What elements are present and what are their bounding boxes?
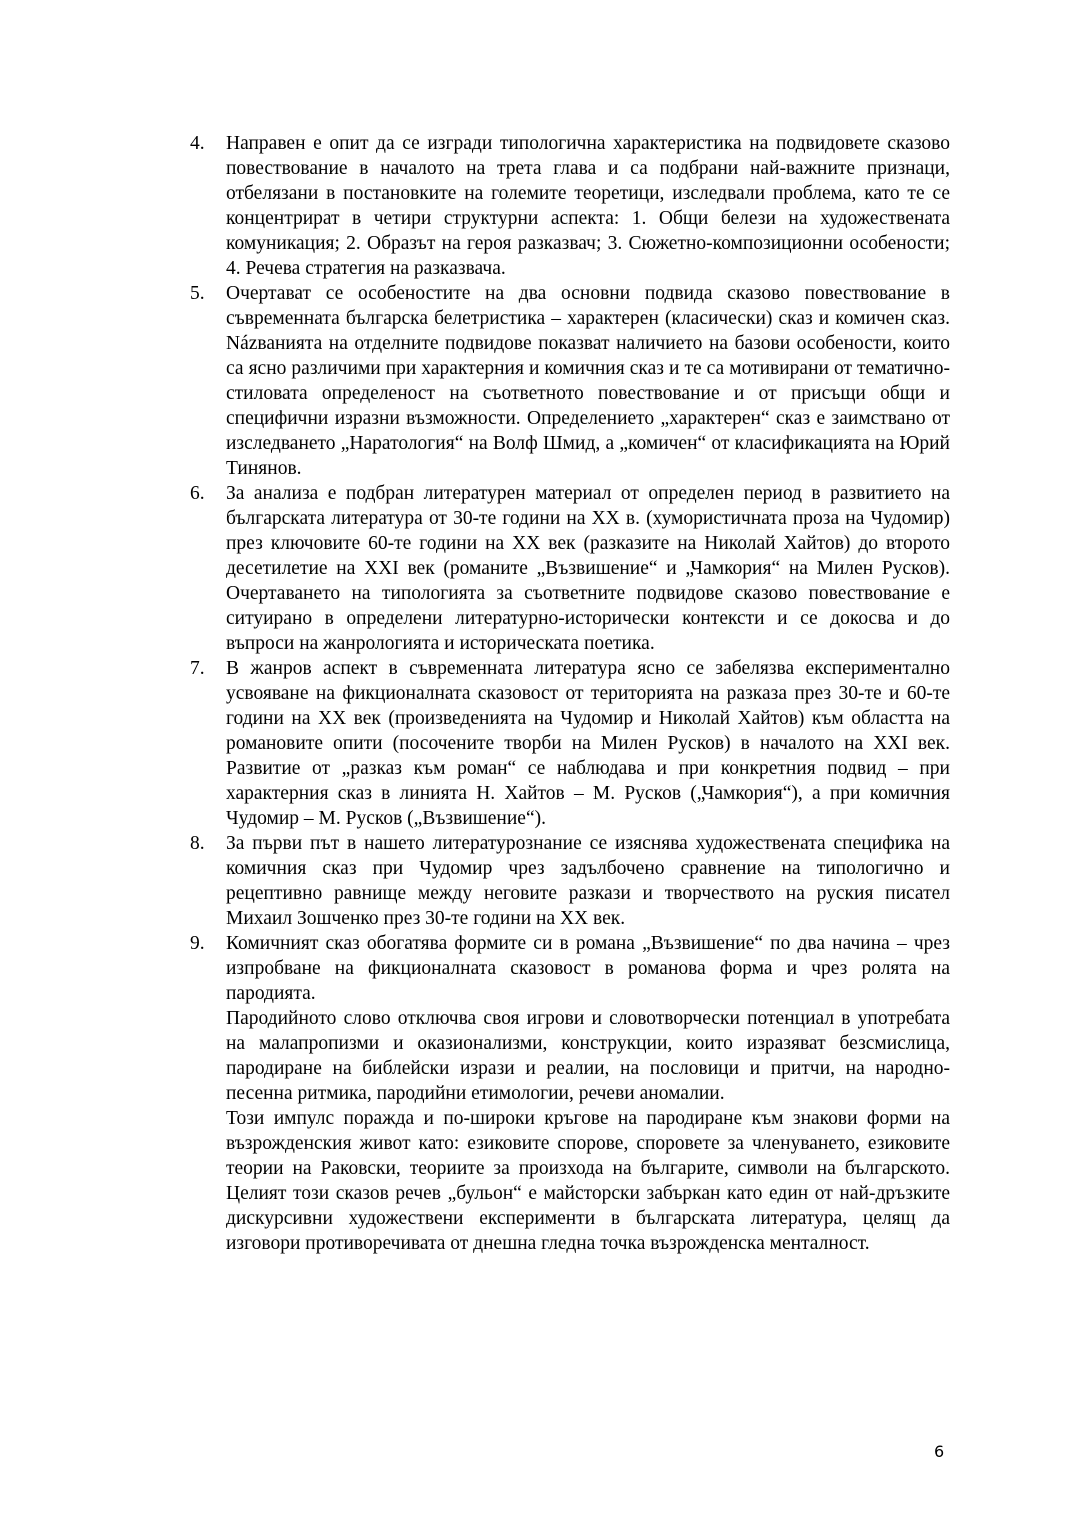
list-item-number: 6. (190, 483, 205, 504)
list-item-text: Очертават се особеностите на два основни подвида сказово повествование в съвременната българска белетристика – характерен (класически) сказ и комичен сказ. Názванията на отделните подвидове показват наличието на базови особености, които са ясно различими при характерния и комичния сказ и те са мотивирани от тематично-стиловата определеност на съответното повествование и от присъщи общи и специфични изразни възможности. Определението „характерен“ сказ е заимствано от изследването „Наратология“ на Волф Шмид, а „комичен“ от класификацията на Юрий Тинянов. (226, 283, 950, 479)
list-item-4 (190, 131, 950, 281)
list-item-9 (190, 931, 950, 1256)
list-item-text: В жанров аспект в съвременната литература ясно се забелязва експериментално усвояване на фикционалната сказовост от територията на разказа през 30-те и 60-те години на XX век (произведенията на Чудомир и Николай Хайтов) към областта на романовите опити (посочените творби на Милен Русков) в началото на XXI век. Развитие от „разказ към роман“ се наблюдава и при конкретния подвид – при характерния сказ в линията Н. Хайтов – М. Русков („Чамкория“), а при комичния Чудомир – М. Русков („Възвишение“). (226, 658, 950, 829)
list-item-text: Комичният сказ обогатява формите си в романа „Възвишение“ по два начина – чрез изпробване на фикционалната сказовост в романова форма и чрез ролята на пародията. (226, 933, 950, 1004)
list-item-5 (190, 281, 950, 481)
list-item-number: 7. (190, 658, 205, 679)
list-item-number: 4. (190, 133, 205, 154)
list-item-text: Този импулс поражда и по-широки кръгове на пародиране към знакови форми на възрожденския живот като: езиковите спорове, споровете за членуването, езиковите теории на Раковски, теориите за произхода на българите, символи на българското. Целият този сказов речев „бульон“ е майсторски забъркан като един от най-дръзките дискурсивни художествени експерименти в българската литература, целящ да изговори противоречивата от днешна гледна точка възрожденска менталност. (226, 1108, 950, 1254)
page-number: 6 (934, 1442, 945, 1461)
list-item-number: 8. (190, 833, 205, 854)
list-item-text: Направен е опит да се изгради типологична характеристика на подвидовете сказово повествование в началото на трета глава и са подбрани най-важните признаци, отбелязани в постановките на големите теоретици, изследвали проблема, като те се концентрират в четири структурни аспекта: 1. Общи белези на художествената комуникация; 2. Образът на героя разказвач; 3. Сюжетно-композиционни особености; 4. Речева стратегия на разказвача. (226, 133, 950, 279)
list-item-8 (190, 831, 950, 931)
list-item-6 (190, 481, 950, 656)
list-item-text: Пародийното слово отключва своя игрови и словотворчески потенциал в употребата на малапропизми и оказионализми, конструкции, които изразяват безсмислица, пародиране на библейски изрази и реалии, на пословици и притчи, на народно-песенна ритмика, пародийни етимологии, речеви аномалии. (226, 1008, 950, 1104)
list-item-number: 9. (190, 933, 205, 954)
list-item-number: 5. (190, 283, 205, 304)
list-item-text: За анализа е подбран литературен материал от определен период в развитието на българската литература от 30-те години на XX в. (хумористичната проза на Чудомир) през ключовите 60-те години на XX век (разказите на Николай Хайтов) до второто десетилетие на XXI век (романите „Възвишение“ и „Чамкория“ на Милен Русков). Очертаването на типологията за съответните подвидове сказово повествование е ситуирано в определени литературно-исторически контексти и се докосва и до въпроси на жанрологията и историческата поетика. (226, 483, 950, 654)
list-item-text: За първи път в нашето литературознание се изяснява художествената специфика на комичния сказ при Чудомир чрез задълбочено сравнение на типологично и рецептивно равнище между неговите разкази и творчеството на руския писател Михаил Зошченко през 30-те години на XX век. (226, 833, 950, 929)
conclusions-list (190, 131, 950, 1256)
list-item-7 (190, 656, 950, 831)
